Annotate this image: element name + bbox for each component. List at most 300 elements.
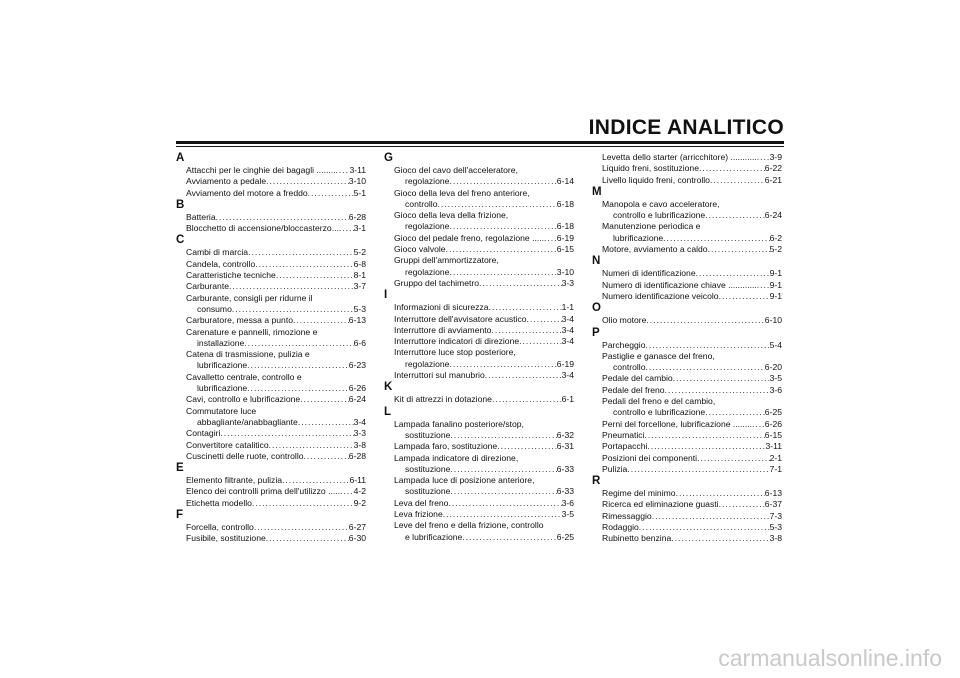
index-entry-text: Ricerca ed eliminazione guasti (602, 499, 719, 510)
index-entry (592, 385, 782, 396)
index-entry (176, 212, 366, 223)
index-entry (176, 486, 366, 497)
index-entry-text: Interruttore dell'avvisatore acustico (394, 313, 527, 324)
index-entry (176, 338, 366, 349)
index-entry-text: Cavalletto centrale, controllo e (186, 371, 302, 382)
index-page-number: 9-1 (769, 279, 782, 290)
leader-dots (671, 533, 769, 544)
index-entry (384, 394, 574, 405)
index-entry-text: Forcella, controllo (186, 522, 254, 533)
index-entry-text: Fusibile, sostituzione (186, 533, 266, 544)
index-entry-text: abbagliante/anabbagliante (197, 416, 298, 427)
index-entry-text: lubrificazione (613, 232, 664, 243)
leader-dots (719, 499, 765, 510)
leader-dots (462, 532, 556, 543)
index-entry-text: sostituzione (405, 429, 451, 440)
leader-dots (247, 383, 349, 394)
index-entry (384, 221, 574, 232)
leader-dots (247, 360, 349, 371)
index-entry (176, 498, 366, 509)
index-page-number: 6-13 (764, 488, 782, 499)
index-entry-text: Gioco del cavo dell'acceleratore, (394, 165, 518, 175)
index-page-number: 6-25 (764, 407, 782, 418)
index-entry-text: installazione (197, 337, 245, 348)
index-entry (592, 340, 782, 351)
index-entry (592, 175, 782, 186)
index-entry-text: Posizioni dei componenti (602, 452, 698, 463)
index-page-number: 6-33 (556, 486, 574, 497)
leader-dots (255, 259, 353, 270)
leader-dots (497, 441, 557, 452)
leader-dots (544, 233, 557, 244)
index-page-number: 6-21 (764, 174, 782, 185)
index-page-number: 6-15 (764, 429, 782, 440)
index-entry-text: Gruppo del tachimetro (394, 277, 480, 288)
leader-dots (252, 498, 354, 509)
index-entry (176, 522, 366, 533)
index-page-number: 3-4 (353, 416, 366, 427)
index-entry-text: Levetta dello starter (arricchitore) ........... (602, 152, 757, 162)
leader-dots (708, 244, 770, 255)
leader-dots (645, 362, 764, 373)
index-entry-text: Parcheggio (602, 339, 646, 350)
index-entry (176, 533, 366, 544)
index-page-number: 9-1 (769, 268, 782, 279)
index-page-number: 3-3 (353, 428, 366, 439)
index-entry (592, 152, 782, 163)
index-entry (176, 165, 366, 176)
index-page-number: 6-10 (764, 315, 782, 326)
index-entry-heading (176, 293, 366, 304)
index-entry-text: Contagiri (186, 428, 221, 439)
title-rule-thick (176, 141, 784, 144)
index-entry (384, 302, 574, 313)
index-entry (384, 278, 574, 289)
index-entry (384, 359, 574, 370)
index-entry (176, 440, 366, 451)
leader-dots (300, 394, 349, 405)
index-page-number: 6-6 (353, 337, 366, 348)
index-page-number: 6-15 (556, 244, 574, 255)
index-entry (176, 360, 366, 371)
leader-dots (446, 244, 557, 255)
index-entry (384, 370, 574, 381)
index-entry (592, 163, 782, 174)
index-entry-text: Gioco della leva del freno anteriore, (394, 187, 530, 198)
index-entry (384, 486, 574, 497)
index-entry-text: Rimessaggio (602, 510, 652, 521)
index-entry-heading (384, 453, 574, 464)
index-entry-text: Interruttore indicatori di direzione (394, 336, 520, 347)
index-entry-text: Numero identificazione veicolo (602, 290, 719, 301)
index-entry-text: Lampada faro, sostituzione (394, 441, 498, 452)
index-column-2 (384, 152, 574, 543)
index-page-number: 6-18 (556, 221, 574, 232)
index-entry-text: Avviamento a pedale (186, 176, 267, 187)
index-letter-heading: O (592, 302, 601, 315)
leader-dots (308, 188, 354, 199)
index-page-number: 6-28 (348, 450, 366, 461)
index-entry (384, 336, 574, 347)
leader-dots (485, 370, 562, 381)
leader-dots (248, 247, 353, 258)
leader-dots (293, 315, 349, 326)
leader-dots (437, 199, 556, 210)
index-page-number: 3-8 (353, 439, 366, 450)
index-entry (592, 315, 782, 326)
index-entry (592, 419, 782, 430)
leader-dots (336, 165, 350, 176)
leader-dots (710, 175, 765, 186)
index-page-number: 3-3 (561, 277, 574, 288)
index-entry-text: Manopola e cavo acceleratore, (602, 198, 720, 209)
index-page-number: 6-20 (764, 362, 782, 373)
index-page-number: 6-32 (556, 429, 574, 440)
leader-dots (645, 430, 765, 441)
leader-dots (298, 417, 354, 428)
index-page-number: 5-3 (769, 522, 782, 533)
index-entry-text: Leve del freno e della frizione, controllo (394, 520, 544, 531)
index-letter-heading: G (384, 152, 393, 164)
index-page-number: 3-4 (561, 324, 574, 335)
index-entry (592, 373, 782, 384)
index-page-number: 3-4 (561, 336, 574, 347)
leader-dots (519, 336, 561, 347)
index-entry (384, 509, 574, 520)
index-column-1 (176, 152, 366, 545)
index-entry (176, 383, 366, 394)
index-entry (176, 270, 366, 281)
index-entry-text: Caratteristiche tecniche (186, 270, 276, 281)
index-entry-text: sostituzione (405, 486, 451, 497)
index-entry-text: Catena di trasmissione, pulizia e (186, 349, 310, 360)
index-entry-text: Rubinetto benzina (602, 533, 672, 544)
index-entry (176, 176, 366, 187)
index-page-number: 6-24 (764, 210, 782, 221)
index-entry-text: lubrificazione (197, 360, 248, 371)
leader-dots (639, 522, 770, 533)
index-page-number: 3-10 (348, 176, 366, 187)
index-letter-heading: R (592, 475, 601, 488)
index-entry-text: Etichetta modello (186, 497, 252, 508)
index-entry-text: Manutenzione periodica e (602, 221, 701, 232)
index-entry (592, 244, 782, 255)
index-entry-text: Regime del minimo (602, 488, 676, 499)
index-entry-text: controllo (405, 198, 438, 209)
leader-dots (448, 498, 561, 509)
index-page-number: 3-11 (349, 165, 366, 175)
leader-dots (443, 509, 562, 520)
leader-dots (216, 212, 349, 223)
index-entry-text: Numeri di identificazione (602, 268, 696, 279)
index-page-number: 5-2 (769, 244, 782, 255)
index-entry-heading (384, 255, 574, 266)
leader-dots (449, 359, 556, 370)
watermark-link[interactable]: carmanualsonline.info (718, 645, 942, 671)
index-entry-text: Interruttori sul manubrio (394, 370, 485, 381)
index-entry-heading (176, 406, 366, 417)
index-page-number: 9-1 (769, 290, 782, 301)
index-entry-text: Portapacchi (602, 441, 648, 452)
index-entry (592, 430, 782, 441)
index-entry-text: Lampada luce di posizione anteriore, (394, 475, 535, 486)
index-entry-heading (592, 396, 782, 407)
index-page-number: 3-10 (556, 266, 574, 277)
index-entry-text: Carburatore, messa a punto (186, 315, 294, 326)
index-entry-text: Elemento filtrante, pulizia (186, 475, 283, 486)
index-page-number: 3-7 (353, 281, 366, 292)
index-entry-text: controllo e lubrificazione (613, 407, 706, 418)
index-page-number: 6-13 (348, 315, 366, 326)
index-entry-text: Lampada fanalino posteriore/stop, (394, 418, 524, 429)
index-entry (384, 325, 574, 336)
index-entry-text: regolazione (405, 266, 450, 277)
index-page-number: 6-22 (764, 163, 782, 174)
leader-dots (699, 163, 765, 174)
index-entry-text: Avviamento del motore a freddo (186, 187, 308, 198)
index-entry (592, 533, 782, 544)
leader-dots (449, 267, 556, 278)
index-entry-text: Pneumatici (602, 429, 645, 440)
index-entry (176, 428, 366, 439)
title-rule-thin (176, 146, 784, 147)
index-entry-text: sostituzione (405, 463, 451, 474)
index-entry-heading (592, 199, 782, 210)
index-entry (592, 511, 782, 522)
index-letter-heading: N (592, 255, 601, 268)
index-entry (592, 280, 782, 291)
index-entry-text: controllo e lubrificazione (613, 210, 706, 221)
index-letter-heading: F (176, 509, 184, 522)
leader-dots (491, 325, 561, 336)
index-page-number: 3-5 (769, 373, 782, 384)
index-letter-heading: M (592, 185, 602, 198)
index-entry-heading (176, 349, 366, 360)
index-entry-text: Pastiglie e ganasce del freno, (602, 350, 715, 361)
index-page-number: 6-33 (556, 463, 574, 474)
index-page-number: 5-1 (353, 187, 366, 198)
index-entry (384, 464, 574, 475)
index-page-number: 6-25 (556, 531, 574, 542)
index-entry (176, 304, 366, 315)
index-entry-text: Cuscinetti delle ruote, controllo (186, 450, 304, 461)
index-entry-text: Batteria (186, 211, 216, 222)
index-page-number: 6-8 (353, 258, 366, 269)
index-entry (384, 233, 574, 244)
leader-dots (276, 270, 354, 281)
leader-dots (705, 210, 765, 221)
index-entry-text: Gioco del pedale freno, regolazione ..... (394, 232, 545, 243)
index-entry-text: Leva del freno (394, 497, 449, 508)
index-page-number: 3-6 (561, 497, 574, 508)
index-entry (384, 430, 574, 441)
index-entry-text: regolazione (405, 358, 450, 369)
index-entry (176, 259, 366, 270)
index-page-number: 6-26 (764, 418, 782, 429)
index-page-number: 6-18 (556, 198, 574, 209)
leader-dots (254, 522, 349, 533)
index-entry-text: Gioco della leva della frizione, (394, 210, 509, 221)
index-entry (592, 522, 782, 533)
leader-dots (269, 440, 354, 451)
index-entry-text: Gioco valvole (394, 244, 446, 255)
index-entry-text: Convertitore catalitico (186, 439, 269, 450)
leader-dots (705, 407, 765, 418)
index-letter-heading: A (176, 152, 185, 164)
index-entry-text: Blocchetto di accensione/bloccasterzo... (186, 223, 339, 234)
index-entry (384, 267, 574, 278)
leader-dots (266, 533, 349, 544)
leader-dots (450, 464, 556, 475)
index-entry (592, 407, 782, 418)
leader-dots (266, 176, 349, 187)
leader-dots (304, 451, 349, 462)
leader-dots (220, 428, 353, 439)
index-page-number: 3-4 (561, 370, 574, 381)
leader-dots (697, 453, 770, 464)
index-entry (176, 315, 366, 326)
index-entry-text: Numero di identificazione chiave ............ (602, 279, 757, 290)
index-page-number: 3-5 (561, 509, 574, 520)
leader-dots (627, 464, 769, 475)
leader-dots (492, 394, 562, 405)
index-entry (592, 210, 782, 221)
index-letter-heading: L (384, 405, 392, 418)
index-entry-text: consumo (197, 303, 232, 314)
index-entry-text: Interruttore luce stop posteriore, (394, 347, 516, 358)
leader-dots (757, 152, 770, 163)
index-entry (384, 314, 574, 325)
leader-dots (340, 486, 354, 497)
index-entry-heading (384, 210, 574, 221)
index-page-number: 9-2 (353, 497, 366, 508)
index-page-number: 7-3 (769, 510, 782, 521)
index-page-number: 6-11 (349, 475, 366, 486)
index-letter-heading: P (592, 326, 600, 339)
index-entry-text: Liquido freni, sostituzione (602, 163, 699, 174)
index-page-number: 6-2 (769, 232, 782, 243)
index-entry (384, 532, 574, 543)
index-entry-text: controllo (613, 362, 646, 373)
index-page-number: 3-9 (769, 152, 782, 162)
index-page-number: 6-26 (348, 383, 366, 394)
leader-dots (673, 373, 770, 384)
index-page-number: 6-19 (556, 232, 574, 243)
index-page-number: 7-1 (769, 463, 782, 474)
leader-dots (450, 430, 556, 441)
index-page-number: 5-2 (353, 247, 366, 258)
index-page-number: 2-1 (769, 452, 782, 463)
index-page-number: 6-31 (556, 441, 574, 452)
index-entry-text: Rodaggio (602, 522, 639, 533)
index-entry-text: Livello liquido freni, controllo (602, 174, 710, 185)
index-entry-text: Candela, controllo (186, 258, 256, 269)
index-entry (384, 199, 574, 210)
leader-dots (489, 302, 562, 313)
index-entry-heading (384, 475, 574, 486)
index-page-number: 3-8 (769, 533, 782, 544)
index-entry-heading (384, 347, 574, 358)
index-entry-text: Pedale del freno (602, 384, 665, 395)
index-entry-text: Perni del forcellone, lubrificazione ........ (602, 418, 752, 429)
index-entry-text: Motore, avviamento a caldo (602, 244, 708, 255)
index-entry (592, 464, 782, 475)
index-entry-text: Carburante (186, 281, 229, 292)
leader-dots (282, 475, 349, 486)
index-entry-text: Leva frizione (394, 509, 443, 520)
leader-dots (645, 340, 769, 351)
index-letter-heading: I (384, 289, 388, 302)
index-entry-text: Attacchi per le cinghie dei bagagli ........ (186, 165, 336, 175)
leader-dots (652, 511, 770, 522)
index-page-number: 6-1 (561, 394, 574, 405)
index-entry (384, 498, 574, 509)
index-entry-text: Pedale del cambio (602, 373, 673, 384)
index-entry (176, 223, 366, 234)
index-entry-text: Gruppi dell'ammortizzatore, (394, 255, 499, 266)
index-entry-text: Cavi, controllo e lubrificazione (186, 394, 301, 405)
index-entry (592, 441, 782, 452)
index-entry (176, 417, 366, 428)
leader-dots (676, 488, 765, 499)
index-entry-heading (592, 221, 782, 232)
index-column-3 (592, 152, 782, 545)
index-page-number: 3-4 (561, 313, 574, 324)
index-letter-heading: B (176, 198, 185, 211)
index-entry (176, 475, 366, 486)
index-entry-heading (384, 419, 574, 430)
leader-dots (719, 291, 770, 302)
footer-watermark[interactable] (0, 644, 960, 678)
leader-dots (647, 441, 765, 452)
index-page-number: 6-24 (348, 394, 366, 405)
leader-dots (527, 314, 562, 325)
index-entry (384, 176, 574, 187)
leader-dots (232, 304, 354, 315)
index-page-number: 6-37 (764, 499, 782, 510)
index-page-number: 6-19 (556, 358, 574, 369)
index-entry-text: regolazione (405, 176, 450, 187)
index-entry (592, 291, 782, 302)
leader-dots (663, 233, 769, 244)
index-entry (176, 281, 366, 292)
index-entry (592, 268, 782, 279)
index-entry (176, 188, 366, 199)
index-entry (592, 453, 782, 464)
leader-dots (450, 486, 556, 497)
leader-dots (229, 281, 354, 292)
index-entry-text: Lampada indicatore di direzione, (394, 452, 519, 463)
index-entry-text: Cambi di marcia (186, 247, 249, 258)
index-page-number: 4-2 (353, 486, 366, 497)
index-entry-heading (176, 327, 366, 338)
index-page-number: 6-23 (348, 360, 366, 371)
index-page-number: 6-27 (348, 522, 366, 533)
leader-dots (646, 315, 764, 326)
index-entry (176, 451, 366, 462)
index-entry-text: lubrificazione (197, 383, 248, 394)
index-entry (176, 394, 366, 405)
index-entry (592, 488, 782, 499)
index-entry (592, 499, 782, 510)
index-page-number: 6-14 (556, 176, 574, 187)
index-entry-text: Olio motore (602, 315, 647, 326)
index-page-number: 3-11 (765, 441, 782, 452)
index-entry-heading (176, 372, 366, 383)
index-entry-text: Informazioni di sicurezza (394, 302, 489, 313)
index-page-number: 8-1 (353, 270, 366, 281)
index-entry-heading (384, 188, 574, 199)
